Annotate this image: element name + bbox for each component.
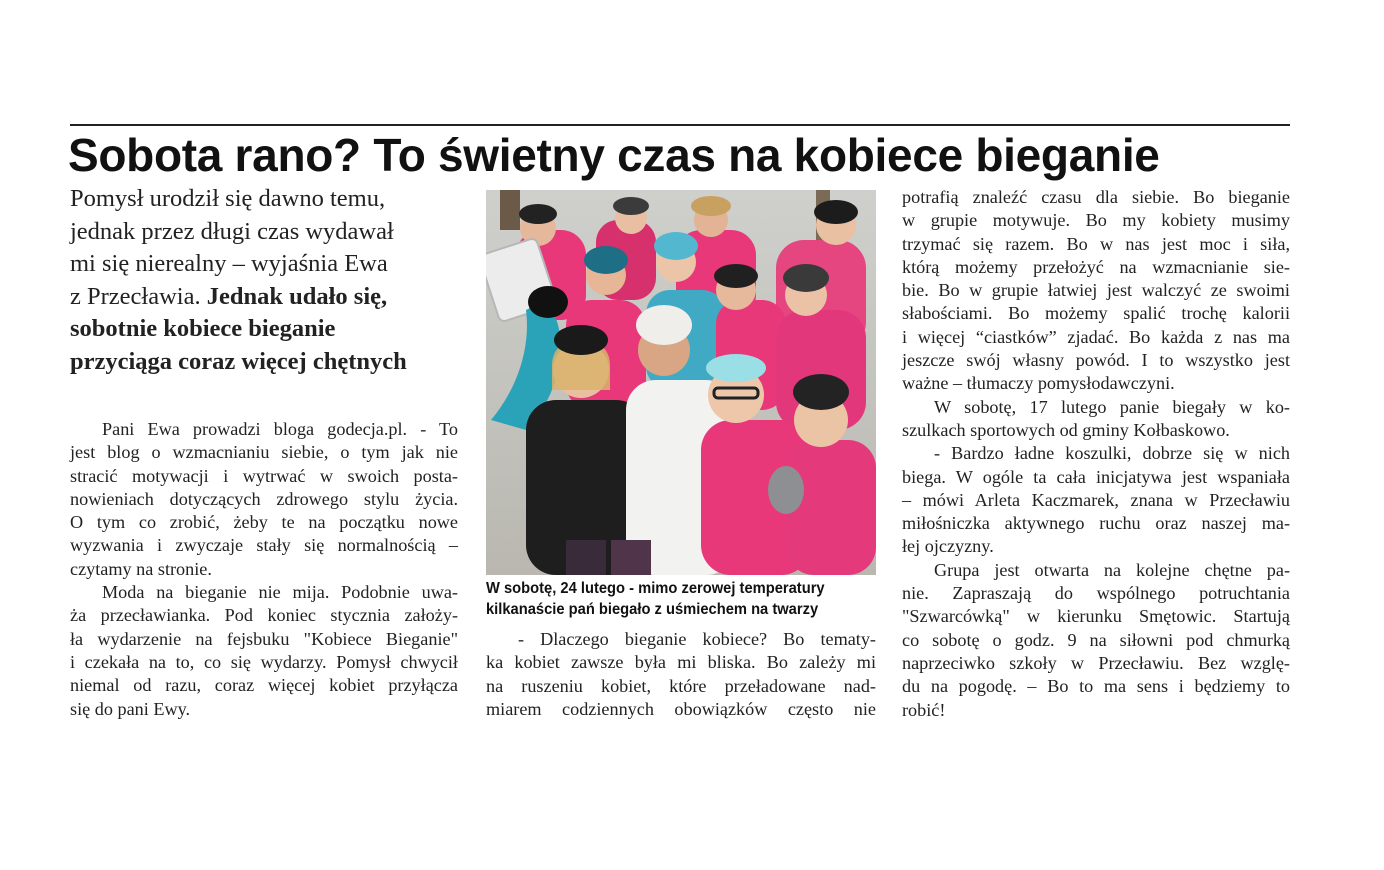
body-line: słabościami. Bo możemy spalić trochę kalorii — [902, 303, 1290, 324]
article-lead — [70, 183, 470, 378]
body-line: czytamy na stronie. — [70, 558, 212, 579]
body-line: nowieniach dotyczących zdrowego stylu życia. — [70, 488, 458, 509]
body-line: szulkach sportowych od gminy Kołbaskowo. — [902, 419, 1230, 440]
body-line: ła wydarzenie na fejsbuku "Kobiece Bieganie" — [70, 628, 458, 649]
body-line: co sobotę o godz. 9 na siłowni pod chmurką — [902, 629, 1290, 650]
body-line: potrafią znaleźć czasu dla siebie. Bo bieganie — [902, 187, 1290, 207]
body-line: jeszcze swój własny powód. I to wszystko jest — [902, 350, 1290, 371]
body-line: wyzwania i zwyczaje stały się normalnością – — [70, 535, 458, 556]
body-line: łej ojczyzny. — [902, 536, 994, 557]
lead-line: z Przecławia. Jednak udało się, — [70, 282, 388, 310]
body-line: Moda na bieganie nie mija. Podobnie uwa- — [102, 582, 458, 603]
body-line: robić! — [902, 699, 946, 720]
body-line: - Dlaczego bieganie kobiece? Bo tematy- — [518, 629, 876, 649]
caption-line: W sobotę, 24 lutego - mimo zerowej temperatury — [486, 580, 825, 597]
body-line: i czekała na to, co się wydarzy. Pomysł chwycił — [70, 651, 458, 672]
lead-line: mi się nierealny – wyjaśnia Ewa — [70, 250, 388, 277]
lead-line: Pomysł urodził się dawno temu, — [70, 185, 386, 212]
body-line: naprzeciwko szkoły w Przecławiu. Bez wzglę- — [902, 652, 1290, 673]
body-line: W sobotę, 17 lutego panie biegały w ko- — [934, 396, 1290, 417]
body-line: biega. W ogóle ta cała inicjatywa jest wspaniała — [902, 466, 1290, 487]
article-headline: Sobota rano? To świetny czas na kobiece bieganie — [68, 129, 1160, 181]
article-photo — [486, 190, 876, 575]
body-line: stracić motywacji i wytrwać w swoich posta- — [70, 465, 458, 486]
lead-line: jednak przez długi czas wydawał — [70, 217, 394, 245]
body-line: na ruszeniu kobiet, które przeładowane nad- — [486, 675, 876, 696]
body-column-3 — [902, 186, 1290, 722]
photo-caption — [486, 578, 845, 620]
body-line: w grupie motywuje. Bo my kobiety musimy — [902, 210, 1290, 231]
body-line: nie. Zapraszają do wspólnego potruchtania — [902, 583, 1290, 604]
lead-line: sobotnie kobiece bieganie — [70, 315, 336, 342]
body-line: ważne – tłumaczy pomysłodawczyni. — [902, 373, 1175, 394]
body-line: O tym co zrobić, żeby te na początku nowe — [70, 512, 458, 533]
body-line: ka kobiet zawsze była mi bliska. Bo zależy mi — [486, 652, 876, 673]
body-line: "Szwarcówką" w kierunku Smętowic. Startują — [902, 606, 1290, 627]
body-column-1 — [70, 418, 458, 721]
body-line: się do pani Ewy. — [70, 698, 191, 719]
body-line: – mówi Arleta Kaczmarek, znana w Przecławiu — [902, 489, 1290, 510]
body-line: - Bardzo ładne koszulki, dobrze się w nich — [934, 443, 1290, 464]
lead-line: przyciąga coraz więcej chętnych — [70, 347, 407, 375]
body-line: bie. Bo w grupie łatwiej jest walczyć ze swoimi — [902, 280, 1290, 301]
body-line: którą możemy przełożyć na wzmacnianie sie- — [902, 256, 1290, 277]
body-line: jest blog o wzmacnianiu siebie, o tym jak nie — [70, 442, 458, 463]
caption-line: kilkanaście pań biegało z uśmiechem na twarzy — [486, 601, 819, 618]
body-column-2 — [486, 628, 876, 721]
body-line: trzymać się razem. Bo w nas jest moc i siła, — [902, 233, 1290, 254]
body-line: i więcej “ciastków” zjadać. Bo każda z nas ma — [902, 326, 1290, 347]
body-line: miłośniczka aktywnego ruchu oraz naszej ma- — [902, 513, 1290, 534]
body-line: miarem codziennych obowiązków często nie — [486, 698, 876, 719]
body-line: du na pogodę. – Bo to ma sens i będziemy to — [902, 676, 1290, 697]
body-line: Grupa jest otwarta na kolejne chętne pa- — [934, 559, 1290, 580]
body-line: ża przecławianka. Pod koniec stycznia założy- — [70, 605, 458, 626]
body-line: niemal od razu, coraz więcej kobiet przyłącza — [70, 675, 458, 696]
body-line: Pani Ewa prowadzi bloga godecja.pl. - To — [102, 419, 458, 439]
